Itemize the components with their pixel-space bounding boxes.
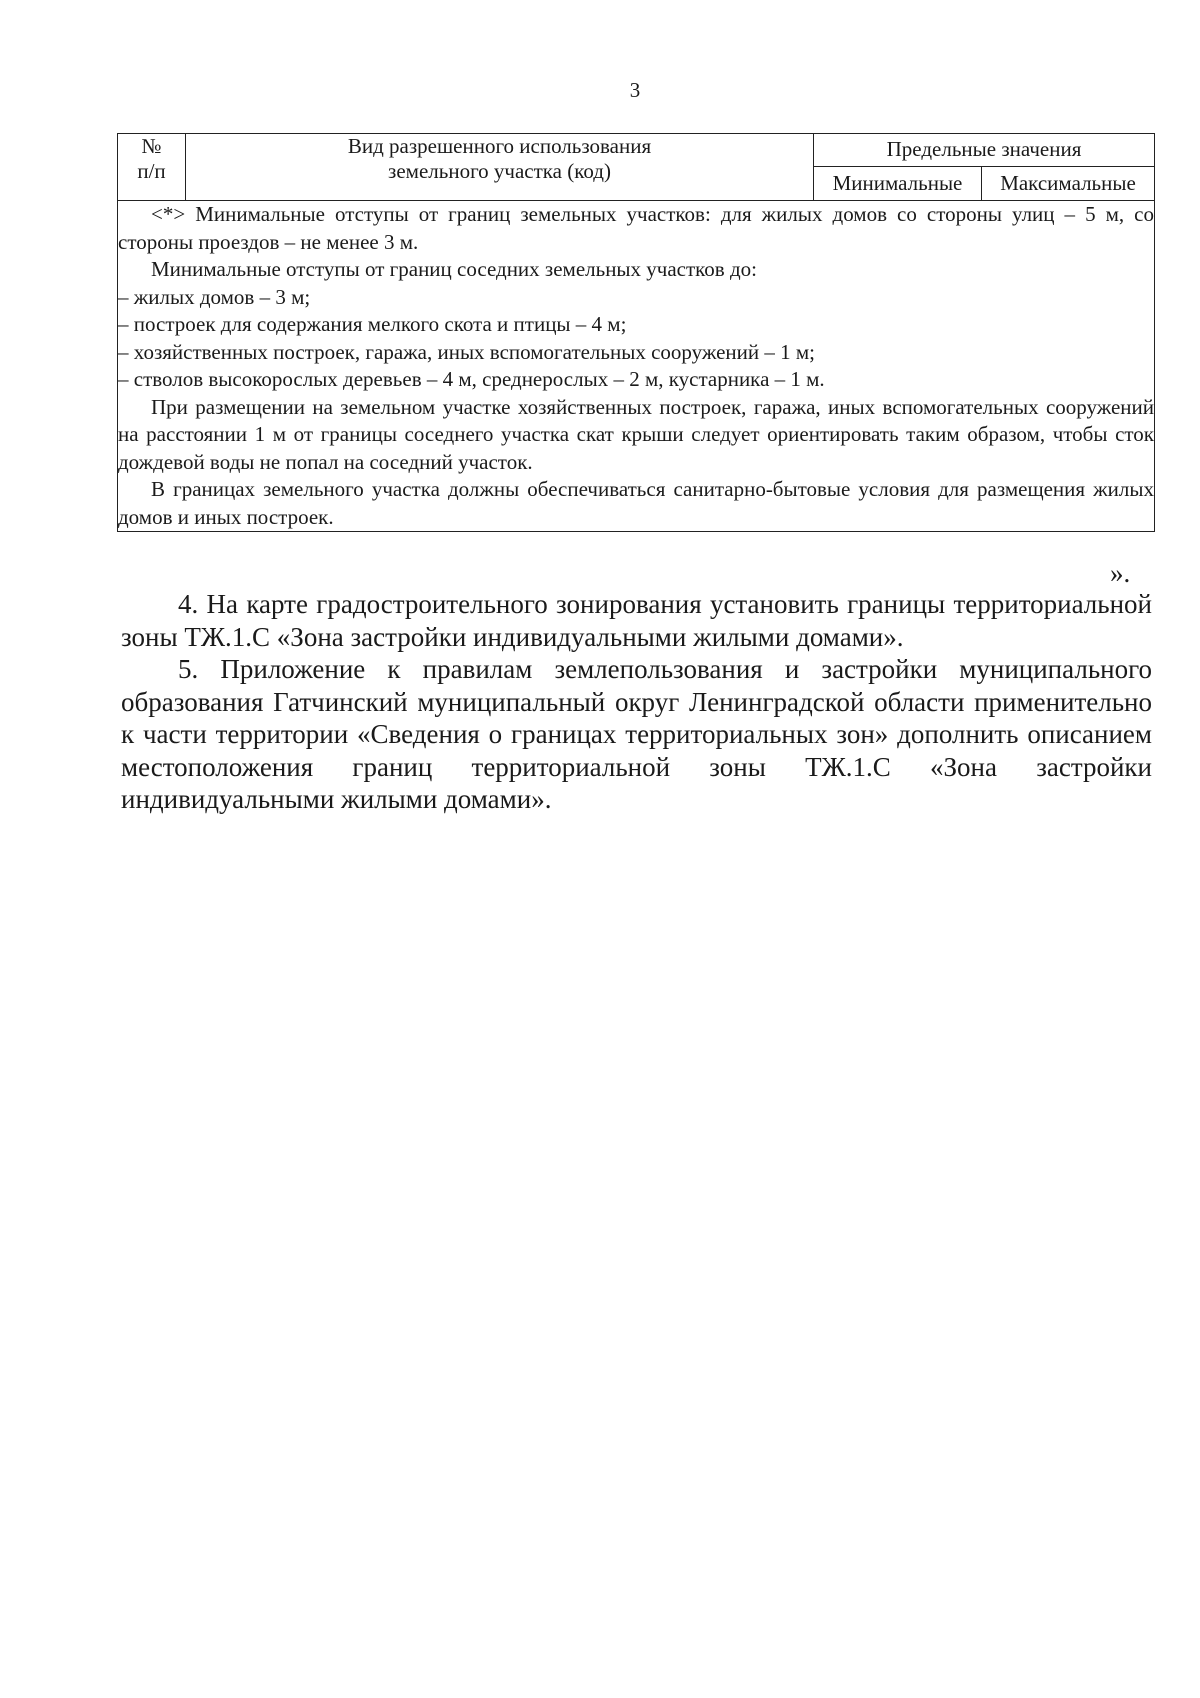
header-num-line2: п/п: [137, 159, 166, 184]
table-header-row: [118, 134, 1155, 167]
header-type-line2: земельного участка (код): [388, 159, 611, 184]
norms-table: [117, 133, 1155, 532]
paragraph-5: 5. Приложение к правилам землепользования и застройки муниципального образования Гатчинский муниципальный округ Ленинградской области применительно к части территории «Сведения о границах территориальных зон» дополнить описанием местоположения границ территориальной зоны ТЖ.1.С «Зона застройки индивидуальными жилыми домами».: [121, 654, 1152, 814]
note-neighbor-intro: Минимальные отступы от границ соседних земельных участков до:: [151, 257, 757, 281]
note-setback-streets: <*> Минимальные отступы от границ земельных участков: для жилых домов со стороны улиц – 5 м, со стороны проездов – не менее 3 м.: [118, 202, 1154, 254]
note-item-houses: – жилых домов – 3 м;: [118, 284, 311, 309]
note-sanitary: В границах земельного участка должны обеспечиваться санитарно-бытовые условия для размещения жилых домов и иных построек.: [118, 477, 1154, 529]
table-notes-row: [118, 201, 1155, 532]
header-max-cell: Максимальные: [982, 167, 1155, 201]
header-limits-cell: Предельные значения: [814, 134, 1155, 167]
header-num-cell: [118, 134, 186, 201]
note-item-trees: – стволов высокорослых деревьев – 4 м, среднерослых – 2 м, кустарника – 1 м.: [118, 367, 825, 391]
notes-cell: [118, 201, 1155, 532]
header-min-cell: Минимальные: [814, 167, 982, 201]
note-item-livestock: – построек для содержания мелкого скота и птицы – 4 м;: [118, 312, 627, 336]
paragraph-4: 4. На карте градостроительного зонирования установить границы территориальной зоны ТЖ.1.С «Зона застройки индивидуальными жилыми домами».: [121, 589, 1152, 652]
header-type-line1: Вид разрешенного использования: [347, 134, 652, 158]
header-num-line1: №: [141, 134, 162, 158]
body-text: [121, 588, 1152, 816]
closing-quote: ».: [1110, 558, 1131, 588]
header-type-cell: [186, 134, 814, 201]
note-roof-slope: При размещении на земельном участке хозяйственных построек, гаража, иных вспомогательных сооружений на расстоянии 1 м от границы соседнего участка скат крыши следует ориентировать таким образом, чтобы сток дождевой воды не попал на соседний участок.: [118, 394, 1154, 474]
page-number: 3: [629, 78, 641, 102]
note-item-outbuildings: – хозяйственных построек, гаража, иных вспомогательных сооружений – 1 м;: [118, 339, 815, 364]
